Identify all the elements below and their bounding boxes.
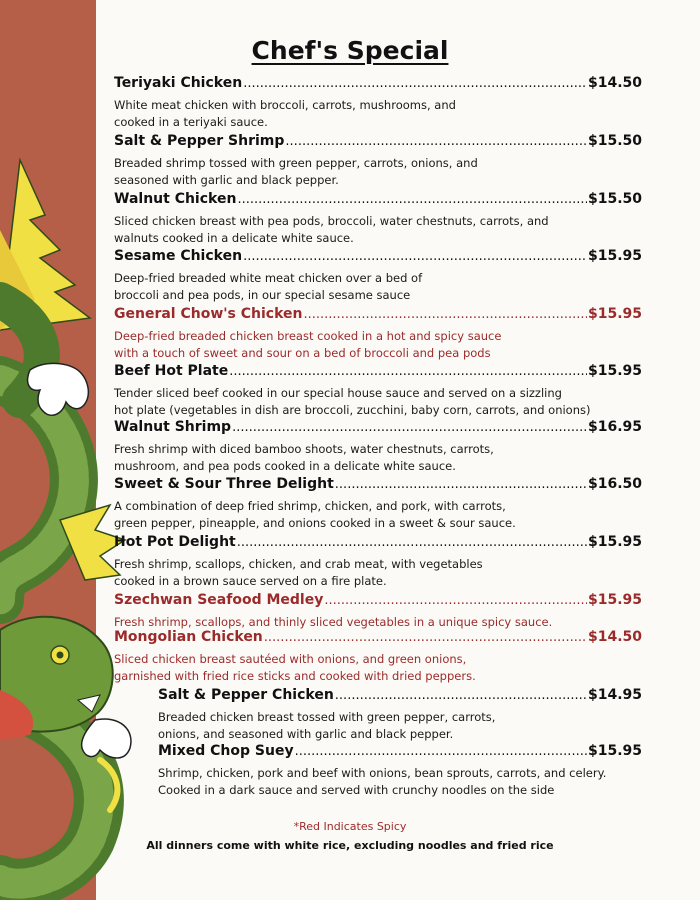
item-price: $15.95: [587, 592, 642, 608]
dot-leader: [324, 593, 587, 608]
item-description: Fresh shrimp, scallops, chicken, and crab meat, with vegetables cooked in a brown sauce served on a fire plate.: [114, 557, 483, 588]
menu-item-walnut-shrimp: [114, 419, 642, 475]
dinner-note: All dinners come with white rice, excluding noodles and fried rice: [146, 839, 554, 852]
spicy-note: *Red Indicates Spicy: [293, 820, 407, 833]
item-name: Sesame Chicken: [114, 248, 243, 264]
item-name: Salt & Pepper Chicken: [158, 687, 334, 703]
item-description: Breaded shrimp tossed with green pepper, carrots, onions, and seasoned with garlic and black pepper.: [114, 156, 478, 187]
item-description: Deep-fried breaded chicken breast cooked in a hot and spicy sauce with a touch of sweet and sour on a bed of broccoli and pea pods: [114, 329, 502, 360]
item-price: $15.50: [587, 191, 642, 207]
dot-leader: [304, 307, 587, 322]
menu-item-sesame-chicken: [114, 248, 642, 304]
dot-leader: [237, 535, 587, 550]
item-price: $16.95: [587, 419, 642, 435]
item-price: $15.95: [587, 248, 642, 264]
item-price: $14.50: [587, 75, 642, 91]
item-description: Fresh shrimp, scallops, and thinly sliced vegetables in a unique spicy sauce.: [114, 615, 553, 629]
item-name: Beef Hot Plate: [114, 363, 229, 379]
menu-item-sweet-sour-three-delight: [114, 476, 642, 532]
dot-leader: [243, 249, 587, 264]
dot-leader: [264, 630, 587, 645]
item-price: $14.95: [587, 687, 642, 703]
item-description: Sliced chicken breast with pea pods, broccoli, water chestnuts, carrots, and walnuts cooked in a delicate white sauce.: [114, 214, 549, 245]
dot-leader: [295, 744, 587, 759]
dot-leader: [243, 76, 587, 91]
item-price: $15.95: [587, 363, 642, 379]
item-description: White meat chicken with broccoli, carrots, mushrooms, and cooked in a teriyaki sauce.: [114, 98, 456, 129]
dot-leader: [335, 477, 587, 492]
item-name: Sweet & Sour Three Delight: [114, 476, 334, 492]
item-price: $15.95: [587, 534, 642, 550]
item-name: Walnut Chicken: [114, 191, 237, 207]
item-description: A combination of deep fried shrimp, chicken, and pork, with carrots, green pepper, pineapple, and onions cooked in a sweet & sour sauce.: [114, 499, 516, 530]
item-price: $15.95: [587, 306, 642, 322]
menu-item-salt-pepper-chicken: [158, 687, 642, 743]
menu-item-teriyaki-chicken: [114, 75, 642, 131]
menu-title: Chef's Special: [251, 36, 449, 65]
item-description: Breaded chicken breast tossed with green pepper, carrots, onions, and seasoned with garlic and black pepper.: [158, 710, 496, 741]
item-name: Mixed Chop Suey: [158, 743, 294, 759]
menu-item-hot-pot-delight: [114, 534, 642, 590]
menu-item-mongolian-chicken: [114, 629, 642, 685]
dot-leader: [285, 134, 587, 149]
item-name: Walnut Shrimp: [114, 419, 232, 435]
menu-item-szechwan-seafood-medley: [114, 592, 642, 631]
dot-leader: [237, 192, 587, 207]
dot-leader: [229, 364, 587, 379]
item-price: $15.95: [587, 743, 642, 759]
item-name: Szechwan Seafood Medley: [114, 592, 324, 608]
item-description: Fresh shrimp with diced bamboo shoots, water chestnuts, carrots, mushroom, and pea pods cooked in a delicate white sauce.: [114, 442, 494, 473]
item-name: Hot Pot Delight: [114, 534, 236, 550]
item-name: Mongolian Chicken: [114, 629, 263, 645]
item-name: Salt & Pepper Shrimp: [114, 133, 285, 149]
menu-item-salt-pepper-shrimp: [114, 133, 642, 189]
menu-item-general-chows-chicken: [114, 306, 642, 362]
item-price: $14.50: [587, 629, 642, 645]
menu-item-mixed-chop-suey: [158, 743, 642, 799]
menu-item-walnut-chicken: [114, 191, 642, 247]
dot-leader: [232, 420, 587, 435]
item-price: $15.50: [587, 133, 642, 149]
dot-leader: [335, 688, 587, 703]
item-description: Shrimp, chicken, pork and beef with onions, bean sprouts, carrots, and celery. Cooked in a dark sauce and served with crunchy noodles on the side: [158, 766, 607, 797]
item-description: Sliced chicken breast sautéed with onions, and green onions, garnished with fried rice sticks and cooked with dried peppers.: [114, 652, 476, 683]
item-description: Tender sliced beef cooked in our special house sauce and served on a sizzling hot plate (vegetables in dish are broccoli, zucchini, baby corn, carrots, and onions): [114, 386, 591, 417]
item-description: Deep-fried breaded white meat chicken over a bed of broccoli and pea pods, in our special sesame sauce: [114, 271, 423, 302]
item-name: Teriyaki Chicken: [114, 75, 243, 91]
item-name: General Chow's Chicken: [114, 306, 303, 322]
menu-item-beef-hot-plate: [114, 363, 642, 419]
item-price: $16.50: [587, 476, 642, 492]
